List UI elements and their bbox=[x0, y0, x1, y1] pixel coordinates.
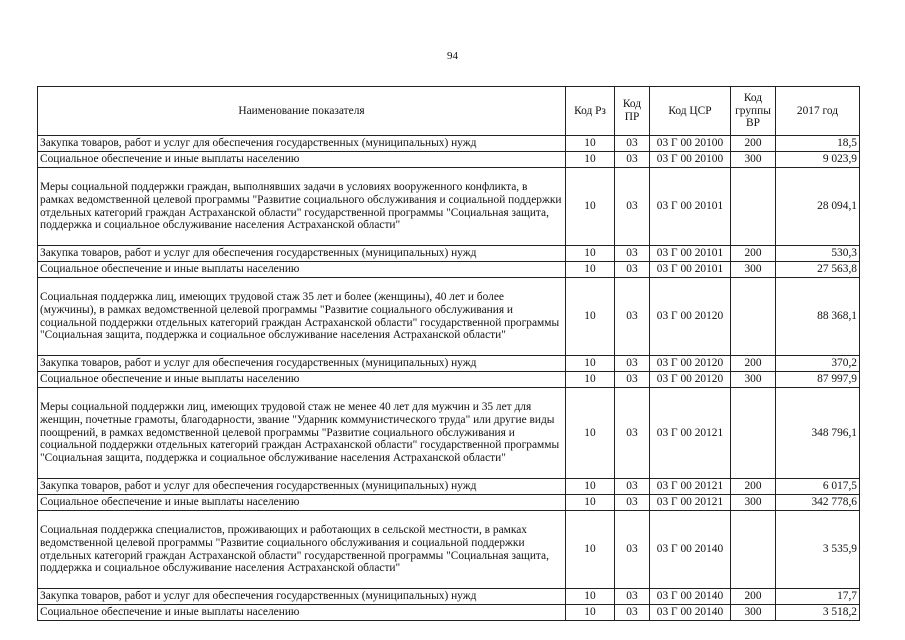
row-rz: 10 bbox=[566, 136, 615, 152]
row-rz: 10 bbox=[566, 589, 615, 605]
table-row bbox=[38, 278, 860, 356]
row-csr: 03 Г 00 20120 bbox=[650, 372, 731, 388]
row-pr: 03 bbox=[615, 479, 650, 495]
row-csr: 03 Г 00 20140 bbox=[650, 511, 731, 589]
row-amount: 370,2 bbox=[776, 356, 860, 372]
row-pr: 03 bbox=[615, 136, 650, 152]
row-name: Закупка товаров, работ и услуг для обеспечения государственных (муниципальных) нужд bbox=[38, 479, 566, 495]
table-row bbox=[38, 388, 860, 479]
row-csr: 03 Г 00 20120 bbox=[650, 356, 731, 372]
row-vr: 300 bbox=[731, 605, 776, 621]
row-amount: 28 094,1 bbox=[776, 168, 860, 246]
row-name: Закупка товаров, работ и услуг для обеспечения государственных (муниципальных) нужд bbox=[38, 356, 566, 372]
row-name: Социальное обеспечение и иные выплаты населению bbox=[38, 262, 566, 278]
row-name: Закупка товаров, работ и услуг для обеспечения государственных (муниципальных) нужд bbox=[38, 589, 566, 605]
row-pr: 03 bbox=[615, 372, 650, 388]
row-csr: 03 Г 00 20101 bbox=[650, 168, 731, 246]
row-name: Социальная поддержка специалистов, проживающих и работающих в сельской местности, в рамках ведомственной целевой программы "Развитие социального обслуживания и социальной поддержки отдельных категорий граждан Астраханской области" государственной программы "Социальная защита, поддержка и социальное обслуживание населения Астраханской области" bbox=[38, 511, 566, 589]
row-rz: 10 bbox=[566, 495, 615, 511]
table-row bbox=[38, 356, 860, 372]
row-csr: 03 Г 00 20100 bbox=[650, 152, 731, 168]
column-header-pr: Код ПР bbox=[615, 87, 650, 136]
row-amount: 87 997,9 bbox=[776, 372, 860, 388]
row-amount: 9 023,9 bbox=[776, 152, 860, 168]
table-row bbox=[38, 262, 860, 278]
row-vr: 300 bbox=[731, 372, 776, 388]
table-row bbox=[38, 495, 860, 511]
row-pr: 03 bbox=[615, 589, 650, 605]
row-name: Социальное обеспечение и иные выплаты населению bbox=[38, 605, 566, 621]
row-rz: 10 bbox=[566, 278, 615, 356]
table-row bbox=[38, 246, 860, 262]
row-name: Социальное обеспечение и иные выплаты населению bbox=[38, 495, 566, 511]
row-pr: 03 bbox=[615, 278, 650, 356]
table-row bbox=[38, 589, 860, 605]
row-pr: 03 bbox=[615, 262, 650, 278]
row-vr: 200 bbox=[731, 589, 776, 605]
table-row bbox=[38, 372, 860, 388]
column-header-name: Наименование показателя bbox=[38, 87, 566, 136]
row-rz: 10 bbox=[566, 372, 615, 388]
row-rz: 10 bbox=[566, 479, 615, 495]
row-pr: 03 bbox=[615, 356, 650, 372]
table-row bbox=[38, 152, 860, 168]
row-vr bbox=[731, 511, 776, 589]
row-amount: 18,5 bbox=[776, 136, 860, 152]
row-vr: 200 bbox=[731, 356, 776, 372]
row-vr: 200 bbox=[731, 136, 776, 152]
row-vr: 300 bbox=[731, 495, 776, 511]
row-vr bbox=[731, 278, 776, 356]
row-rz: 10 bbox=[566, 168, 615, 246]
table-row bbox=[38, 511, 860, 589]
table-row bbox=[38, 168, 860, 246]
row-amount: 27 563,8 bbox=[776, 262, 860, 278]
row-amount: 17,7 bbox=[776, 589, 860, 605]
row-vr: 300 bbox=[731, 152, 776, 168]
row-name: Социальное обеспечение и иные выплаты населению bbox=[38, 152, 566, 168]
row-amount: 342 778,6 bbox=[776, 495, 860, 511]
row-name: Социальная поддержка лиц, имеющих трудовой стаж 35 лет и более (женщины), 40 лет и более (мужчины), в рамках ведомственной целевой программы "Развитие социального обслуживания и социальной поддержки отдельных категорий граждан Астраханской области" государственной программы "Социальная защита, поддержка и социальное обслуживание населения Астраханской области" bbox=[38, 278, 566, 356]
row-rz: 10 bbox=[566, 246, 615, 262]
row-vr: 200 bbox=[731, 479, 776, 495]
row-vr: 300 bbox=[731, 262, 776, 278]
row-name: Социальное обеспечение и иные выплаты населению bbox=[38, 372, 566, 388]
row-name: Закупка товаров, работ и услуг для обеспечения государственных (муниципальных) нужд bbox=[38, 246, 566, 262]
row-csr: 03 Г 00 20140 bbox=[650, 589, 731, 605]
column-header-csr: Код ЦСР bbox=[650, 87, 731, 136]
row-csr: 03 Г 00 20121 bbox=[650, 388, 731, 479]
row-name: Меры социальной поддержки граждан, выполнявших задачи в условиях вооруженного конфликта, в рамках ведомственной целевой программы "Развитие социального обслуживания и социальной поддержки отдельных категорий граждан Астраханской области" государственной программы "Социальная защита, поддержка и социальное обслуживание населения Астраханской области" bbox=[38, 168, 566, 246]
row-rz: 10 bbox=[566, 388, 615, 479]
budget-table bbox=[37, 86, 860, 621]
row-amount: 88 368,1 bbox=[776, 278, 860, 356]
row-amount: 348 796,1 bbox=[776, 388, 860, 479]
row-rz: 10 bbox=[566, 262, 615, 278]
row-csr: 03 Г 00 20120 bbox=[650, 278, 731, 356]
row-vr: 200 bbox=[731, 246, 776, 262]
row-pr: 03 bbox=[615, 246, 650, 262]
row-pr: 03 bbox=[615, 605, 650, 621]
column-header-vr: Код группы ВР bbox=[731, 87, 776, 136]
row-amount: 6 017,5 bbox=[776, 479, 860, 495]
row-amount: 3 518,2 bbox=[776, 605, 860, 621]
row-name: Закупка товаров, работ и услуг для обеспечения государственных (муниципальных) нужд bbox=[38, 136, 566, 152]
row-amount: 3 535,9 bbox=[776, 511, 860, 589]
row-csr: 03 Г 00 20100 bbox=[650, 136, 731, 152]
column-header-rz: Код Рз bbox=[566, 87, 615, 136]
row-amount: 530,3 bbox=[776, 246, 860, 262]
row-rz: 10 bbox=[566, 152, 615, 168]
row-vr bbox=[731, 388, 776, 479]
row-name: Меры социальной поддержки лиц, имеющих трудовой стаж не менее 40 лет для мужчин и 35 лет для женщин, почетные грамоты, благодарности, звание "Ударник коммунистического труда" или другие виды поощрений, в рамках ведомственной целевой программы "Развитие социального обслуживания и социальной поддержки отдельных категорий граждан Астраханской области" государственной программы "Социальная защита, поддержка и социальное обслуживание населения Астраханской области" bbox=[38, 388, 566, 479]
row-csr: 03 Г 00 20121 bbox=[650, 495, 731, 511]
row-csr: 03 Г 00 20140 bbox=[650, 605, 731, 621]
table-header-row bbox=[38, 87, 860, 136]
row-rz: 10 bbox=[566, 511, 615, 589]
column-header-year: 2017 год bbox=[776, 87, 860, 136]
row-csr: 03 Г 00 20101 bbox=[650, 246, 731, 262]
table-row bbox=[38, 605, 860, 621]
row-pr: 03 bbox=[615, 511, 650, 589]
row-vr bbox=[731, 168, 776, 246]
table-row bbox=[38, 136, 860, 152]
row-rz: 10 bbox=[566, 356, 615, 372]
row-rz: 10 bbox=[566, 605, 615, 621]
row-csr: 03 Г 00 20121 bbox=[650, 479, 731, 495]
row-pr: 03 bbox=[615, 495, 650, 511]
row-pr: 03 bbox=[615, 168, 650, 246]
row-pr: 03 bbox=[615, 388, 650, 479]
table-row bbox=[38, 479, 860, 495]
row-csr: 03 Г 00 20101 bbox=[650, 262, 731, 278]
row-pr: 03 bbox=[615, 152, 650, 168]
page-number: 94 bbox=[447, 50, 458, 62]
